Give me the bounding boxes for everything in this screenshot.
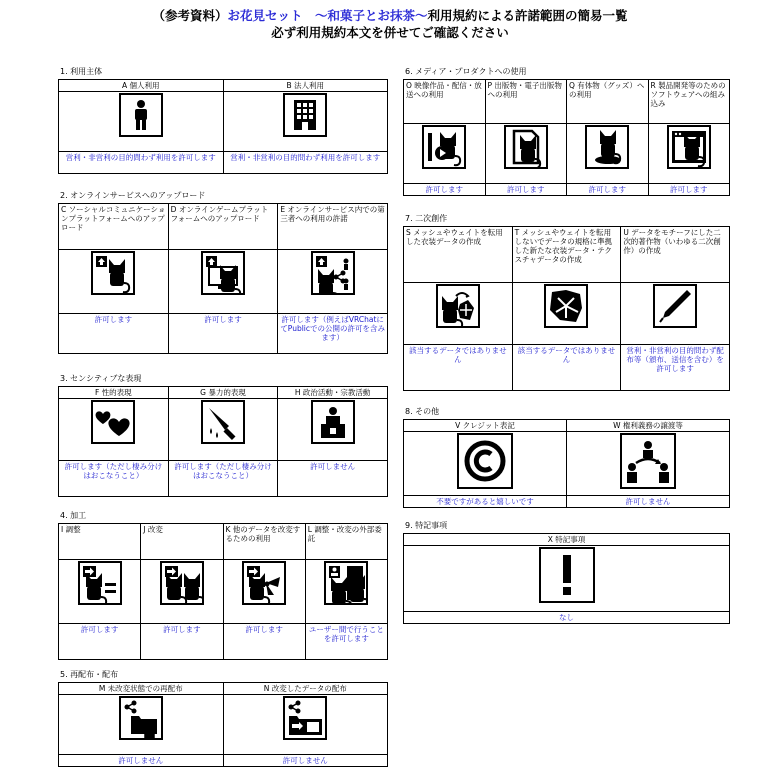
section-title: 3. センシティブな表現 — [60, 374, 142, 383]
item-header: U データをモチーフにした二次的著作物（いわゆる二次創作）の作成 — [621, 227, 730, 283]
modify-icon — [160, 561, 204, 605]
section-special-notes — [403, 520, 730, 624]
document-title-line1 — [0, 8, 780, 24]
outsource-icon — [324, 561, 368, 605]
copyright-icon — [457, 433, 513, 489]
item-result: 該当するデータではありません — [512, 345, 621, 391]
section-table — [58, 203, 388, 354]
section-other — [403, 406, 730, 508]
section-title: 1. 利用主体 — [60, 67, 103, 76]
item-header: A 個人利用 — [59, 80, 224, 92]
item-result: 許可します — [168, 314, 278, 354]
item-header: Q 有体物（グッズ）への利用 — [567, 80, 649, 124]
title-suffix: 利用規約による許諾範囲の簡易一覧 — [427, 8, 628, 23]
section-table — [58, 386, 388, 497]
item-result: ユーザー間で行うことを許可します — [305, 624, 387, 660]
upload-monitor-icon — [201, 251, 245, 295]
item-header: F 性的表現 — [59, 387, 169, 399]
section-title: 5. 再配布・配布 — [60, 670, 119, 679]
redistribute-icon — [119, 696, 163, 740]
item-header: D オンラインゲームプラットフォームへのアップロード — [168, 204, 278, 250]
section-sensitive-expression — [58, 373, 388, 497]
section-usage-entity — [58, 66, 388, 174]
item-result: 許可します — [59, 624, 141, 660]
section-title: 9. 特記事項 — [405, 521, 448, 530]
section-title: 2. オンラインサービスへのアップロード — [60, 191, 206, 200]
video-icon — [422, 125, 466, 169]
publication-icon — [504, 125, 548, 169]
section-redistribution — [58, 669, 388, 767]
item-result: 許可しません — [278, 461, 388, 497]
item-result: 許可しません — [223, 755, 388, 767]
item-header: S メッシュやウェイトを転用した衣装データの作成 — [404, 227, 513, 283]
fabric-icon — [544, 284, 588, 328]
item-result: 許可します — [404, 184, 486, 196]
item-header: G 暴力的表現 — [168, 387, 278, 399]
item-result: 許可します（ただし棲み分けはおこなうこと） — [168, 461, 278, 497]
transfer-rights-icon — [620, 433, 676, 489]
item-result: 該当するデータではありません — [404, 345, 513, 391]
section-table — [403, 79, 730, 196]
item-header: H 政治活動・宗教活動 — [278, 387, 388, 399]
pen-icon — [653, 284, 697, 328]
item-result: 許可しません — [567, 496, 730, 508]
item-result: なし — [404, 612, 730, 624]
item-header: O 映像作品・配信・放送への利用 — [404, 80, 486, 124]
bow-icon — [242, 561, 286, 605]
item-result: 許可します — [648, 184, 730, 196]
item-result: 許可します — [223, 624, 305, 660]
figure-icon — [585, 125, 629, 169]
section-table — [58, 523, 388, 660]
item-header: M 未改変状態での再配布 — [59, 683, 224, 695]
document-title-line2: 必ず利用規約本文を併せてご確認ください — [271, 25, 509, 40]
item-result: 許可しません — [59, 755, 224, 767]
item-header: V クレジット表記 — [404, 420, 567, 432]
building-icon — [283, 93, 327, 137]
section-table — [58, 79, 388, 174]
podium-icon — [311, 400, 355, 444]
section-derivative-works — [403, 213, 730, 391]
item-header: T メッシュやウェイトを転用しないでデータの規格に準拠した新たな衣装データ・テクスチャデータの作成 — [512, 227, 621, 283]
item-result: 許可します — [485, 184, 567, 196]
section-table — [403, 533, 730, 624]
title-prefix: （参考資料） — [152, 8, 228, 23]
item-header: R 製品開発等のためのソフトウェアへの組み込み — [648, 80, 730, 124]
item-result: 営利・非営利の目的問わず利用を許可します — [59, 152, 224, 174]
item-header: C ソーシャルコミュニケーションプラットフォームへのアップロード — [59, 204, 169, 250]
exclamation-icon — [539, 547, 595, 603]
section-title: 8. その他 — [405, 407, 440, 416]
item-result: 営利・非営利の目的問わず配布等（頒布、送信を含む）を許可します — [621, 345, 730, 391]
distribute-modified-icon — [283, 696, 327, 740]
section-online-upload — [58, 190, 388, 354]
item-header: N 改変したデータの配布 — [223, 683, 388, 695]
item-result: 不要ですがあると嬉しいです — [404, 496, 567, 508]
item-header: P 出版物・電子出版物への利用 — [485, 80, 567, 124]
section-title: 4. 加工 — [60, 511, 87, 520]
knife-icon — [201, 400, 245, 444]
share-users-icon — [311, 251, 355, 295]
item-result: 許可します（例えばVRChatにてPublicでの公開の許可を含みます） — [278, 314, 388, 354]
section-title: 7. 二次創作 — [405, 214, 448, 223]
section-processing — [58, 510, 388, 660]
item-header: B 法人利用 — [223, 80, 388, 92]
mesh-transfer-icon — [436, 284, 480, 328]
software-icon — [667, 125, 711, 169]
adjust-icon — [78, 561, 122, 605]
item-header: E オンラインサービス内での第三者への利用の許諾 — [278, 204, 388, 250]
product-name: お花見セット ～和菓子とお抹茶～ — [227, 8, 428, 23]
item-result: 許可します（ただし棲み分けはおこなうこと） — [59, 461, 169, 497]
person-icon — [119, 93, 163, 137]
item-header: W 権利義務の譲渡等 — [567, 420, 730, 432]
item-header: X 特記事項 — [404, 534, 730, 546]
item-header: I 調整 — [59, 524, 141, 560]
section-table — [403, 419, 730, 508]
item-result: 許可します — [141, 624, 223, 660]
item-header: J 改変 — [141, 524, 223, 560]
upload-cat-icon — [91, 251, 135, 295]
section-table — [403, 226, 730, 391]
section-title: 6. メディア・プロダクトへの使用 — [405, 67, 527, 76]
item-header: K 他のデータを改変するための利用 — [223, 524, 305, 560]
item-result: 許可します — [59, 314, 169, 354]
section-table — [58, 682, 388, 767]
item-header: L 調整・改変の外部委託 — [305, 524, 387, 560]
item-result: 許可します — [567, 184, 649, 196]
hearts-icon — [91, 400, 135, 444]
section-media-products — [403, 66, 730, 196]
item-result: 営利・非営利の目的問わず利用を許可します — [223, 152, 388, 174]
